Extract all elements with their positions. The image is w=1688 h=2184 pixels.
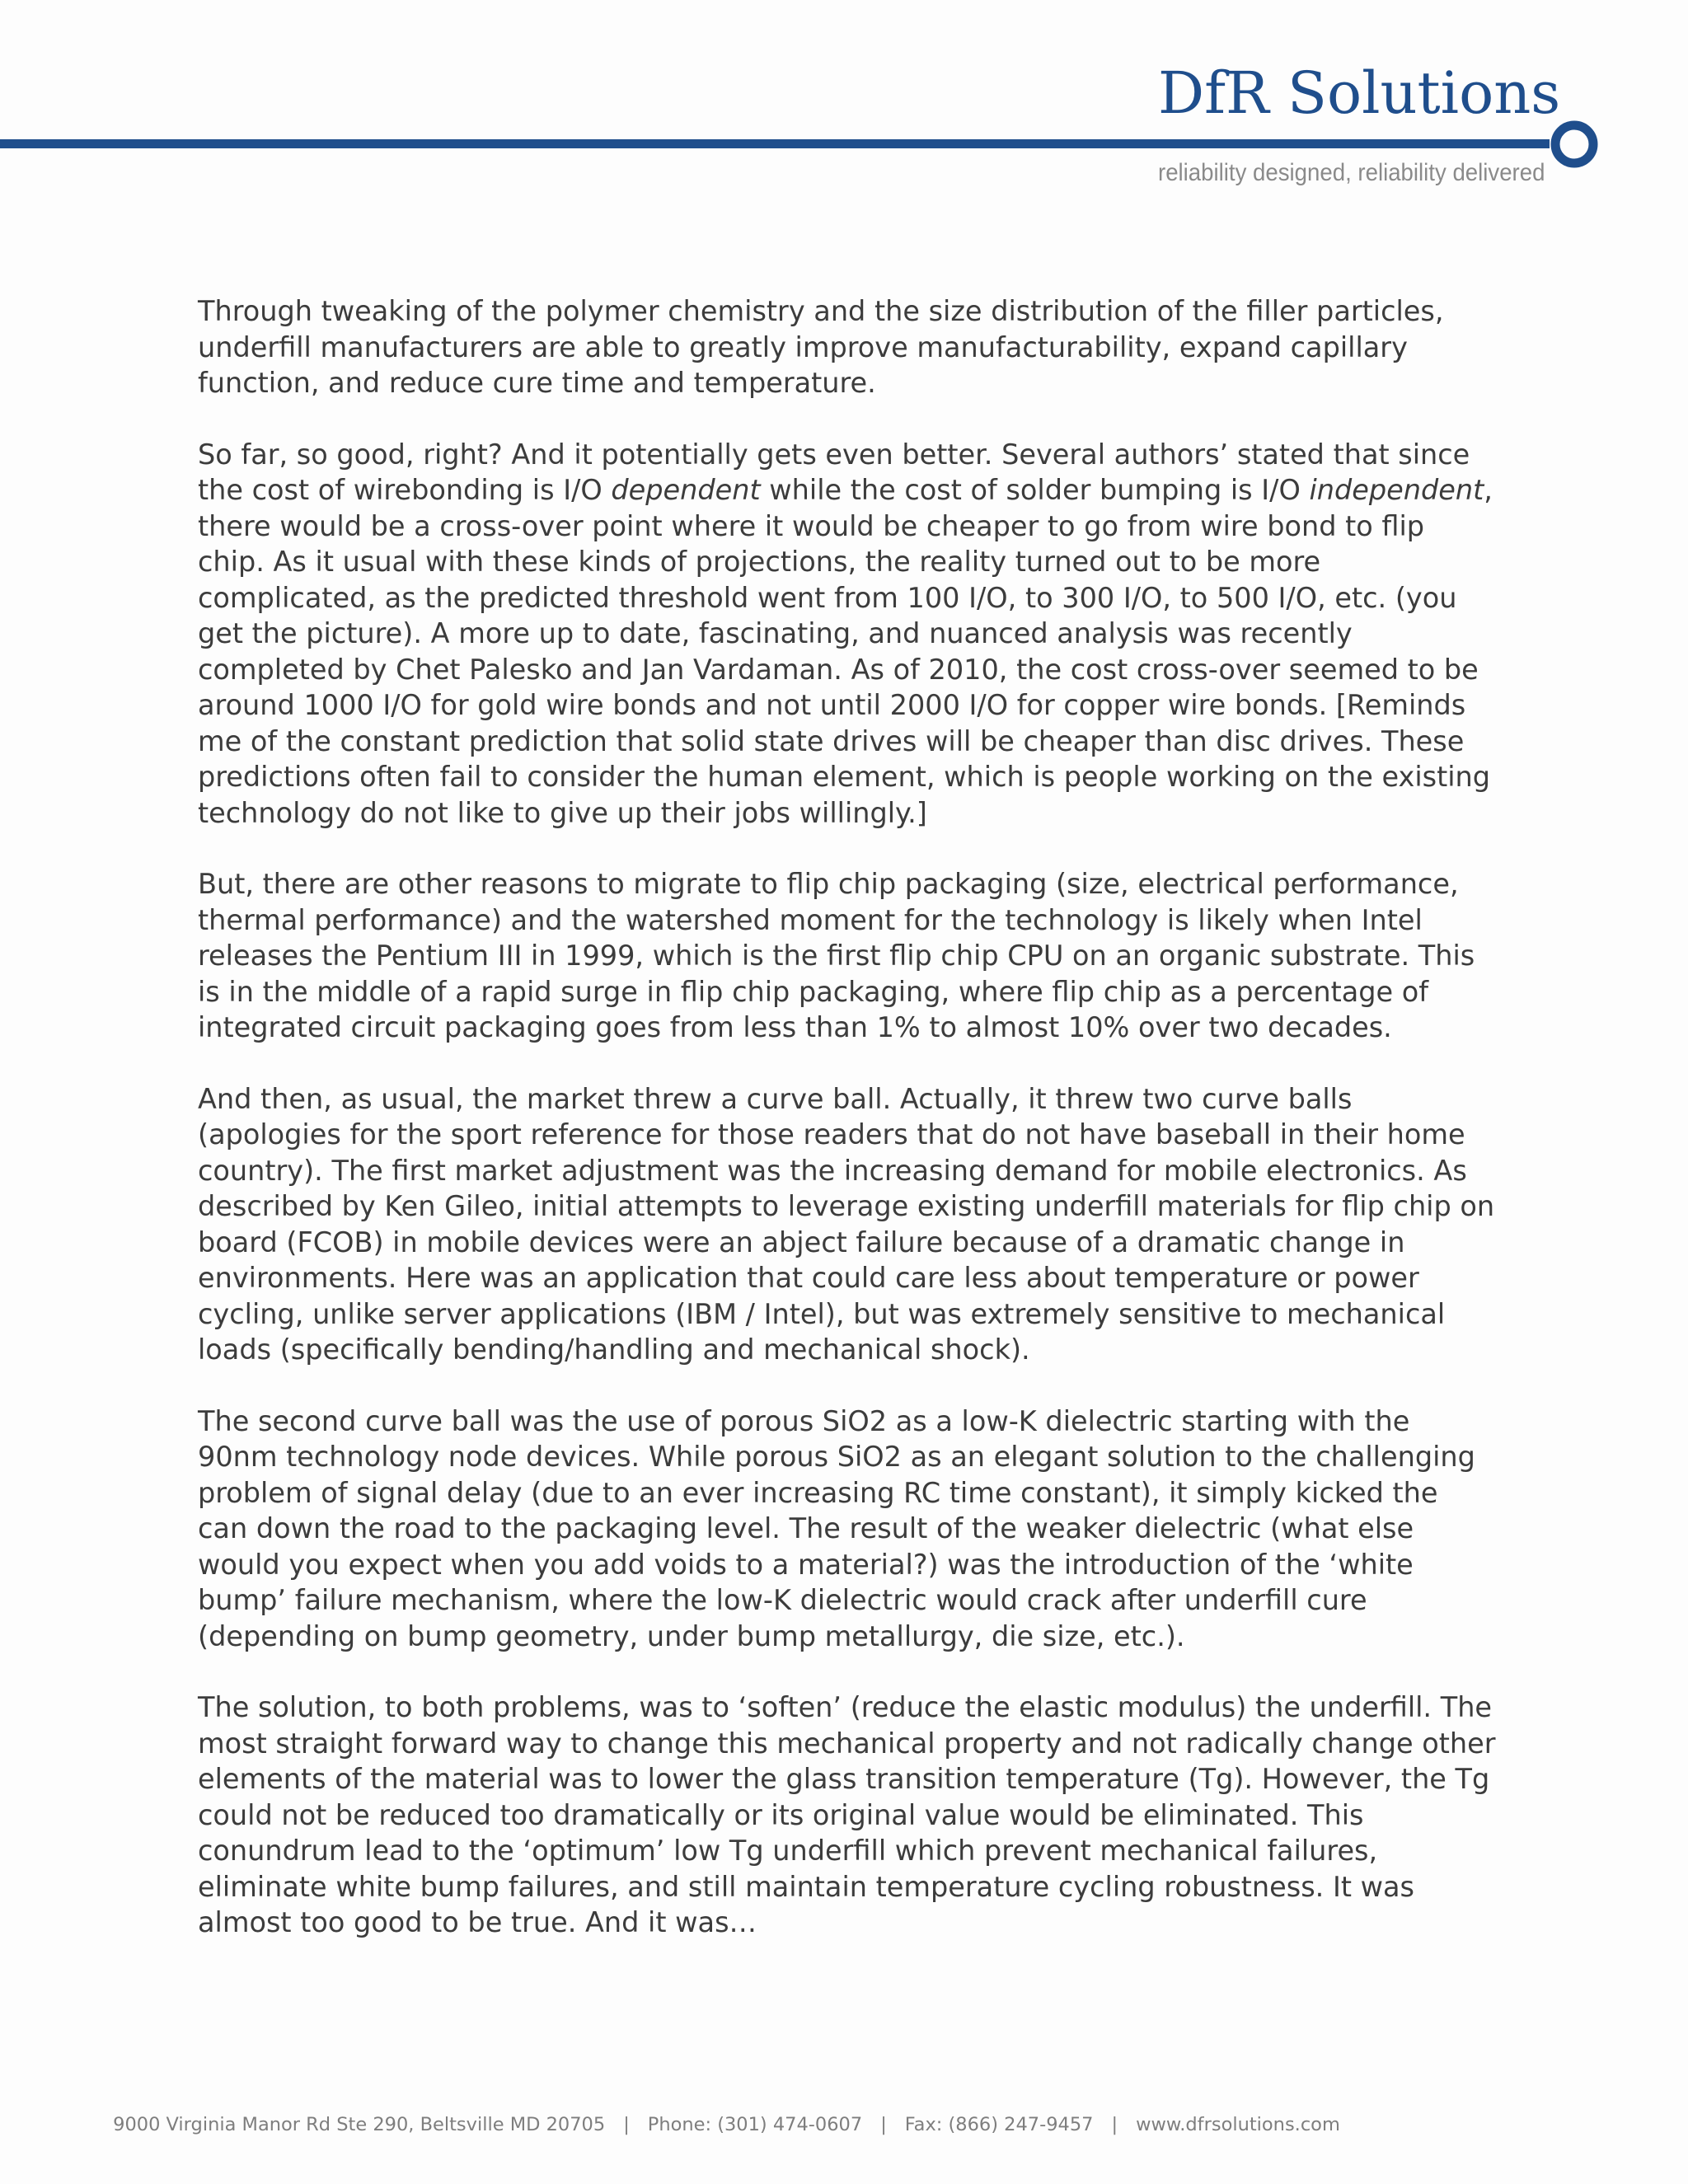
logo-tagline: reliability designed, reliability delivered [1158,159,1545,186]
footer-address: 9000 Virginia Manor Rd Ste 290, Beltsville MD 20705 [113,2114,606,2135]
page-footer [0,2114,1688,2135]
paragraph-3: But, there are other reasons to migrate to flip chip packaging (size, electrical performance, thermal performance) and the watershed moment for the technology is likely when Intel releases the Pentium III in 1999, which is the first flip chip CPU on an organic substrate. This is in the middle of a rapid surge in flip chip packaging, where flip chip as a percentage of integrated circuit packaging goes from less than 1% to almost 10% over two decades. [198,868,1475,1043]
footer-phone: Phone: (301) 474-0607 [647,2114,863,2135]
footer-fax: Fax: (866) 247-9457 [904,2114,1094,2135]
footer-separator: | [880,2114,887,2135]
paragraph-5: The second curve ball was the use of porous SiO2 as a low-K dielectric starting with the 90nm technology node devices. While porous SiO2 as an elegant solution to the challenging problem of signal delay (due to an ever increasing RC time constant), it simply kicked the can down the road to the packaging level. The result of the weaker dielectric (what else would you expect when you add voids to a material?) was the introduction of the ‘white bump’ failure mechanism, where the low-K dielectric would crack after underfill cure (depending on bump geometry, under bump metallurgy, die size, etc.). [198,1404,1475,1652]
paragraph-2-part-3: , there would be a cross-over point where it would be cheaper to go from wire bond to flip chip. As it usual with these kinds of projections, the reality turned out to be more complicated, as the predicted threshold went from 100 I/O, to 300 I/O, to 500 I/O, etc. (you get the picture). A more up to date, fascinating, and nuanced analysis was recently completed by Chet Palesko and Jan Vardaman. As of 2010, the cost cross-over seemed to be around 1000 I/O for gold wire bonds and not until 2000 I/O for copper wire bonds. [Reminds me of the constant prediction that solid state drives will be cheaper than disc drives. These predictions often fail to consider the human element, which is people working on the existing technology do not like to give up their jobs willingly.] [198,474,1493,829]
paragraph-2 [198,437,1496,832]
paragraph-2-part-1: So far, so good, right? And it potentially gets even better. Several authors’ stated that since the cost of wirebonding is I/O [198,438,1470,506]
logo-ring-icon [1549,119,1600,170]
paragraph-2-emphasis-dependent: dependent [611,474,761,506]
paragraph-2-emphasis-independent: independent [1309,474,1484,506]
logo-name: DfR Solutions [1158,59,1561,127]
paragraph-2-part-2: while the cost of solder bumping is I/O [760,474,1310,506]
paragraph-4: And then, as usual, the market threw a curve ball. Actually, it threw two curve balls (apologies for the sport reference for those readers that do not have baseball in their home country). The first market adjustment was the increasing demand for mobile electronics. As described by Ken Gileo, initial attempts to leverage existing underfill materials for flip chip on board (FCOB) in mobile devices were an abject failure because of a dramatic change in environments. Here was an application that could care less about temperature or power cycling, unlike server applications (IBM / Intel), but was extremely sensitive to mechanical loads (specifically bending/handling and mechanical shock). [198,1082,1495,1366]
company-logo [1158,59,1603,196]
footer-website-link[interactable]: www.dfrsolutions.com [1136,2114,1340,2135]
paragraph-1: Through tweaking of the polymer chemistry and the size distribution of the filler particles, underfill manufacturers are able to greatly improve manufacturability, expand capillary function, and reduce cure time and temperature. [198,295,1444,399]
footer-separator: | [1111,2114,1118,2135]
footer-separator: | [623,2114,630,2135]
paragraph-6: The solution, to both problems, was to ‘soften’ (reduce the elastic modulus) the underfill. The most straight forward way to change this mechanical property and not radically change other elements of the material was to lower the glass transition temperature (Tg). However, the Tg could not be reduced too dramatically or its original value would be eliminated. This conundrum lead to the ‘optimum’ low Tg underfill which prevent mechanical failures, eliminate white bump failures, and still maintain temperature cycling robustness. It was almost too good to be true. And it was… [198,1691,1496,1938]
article-body [198,293,1496,1976]
